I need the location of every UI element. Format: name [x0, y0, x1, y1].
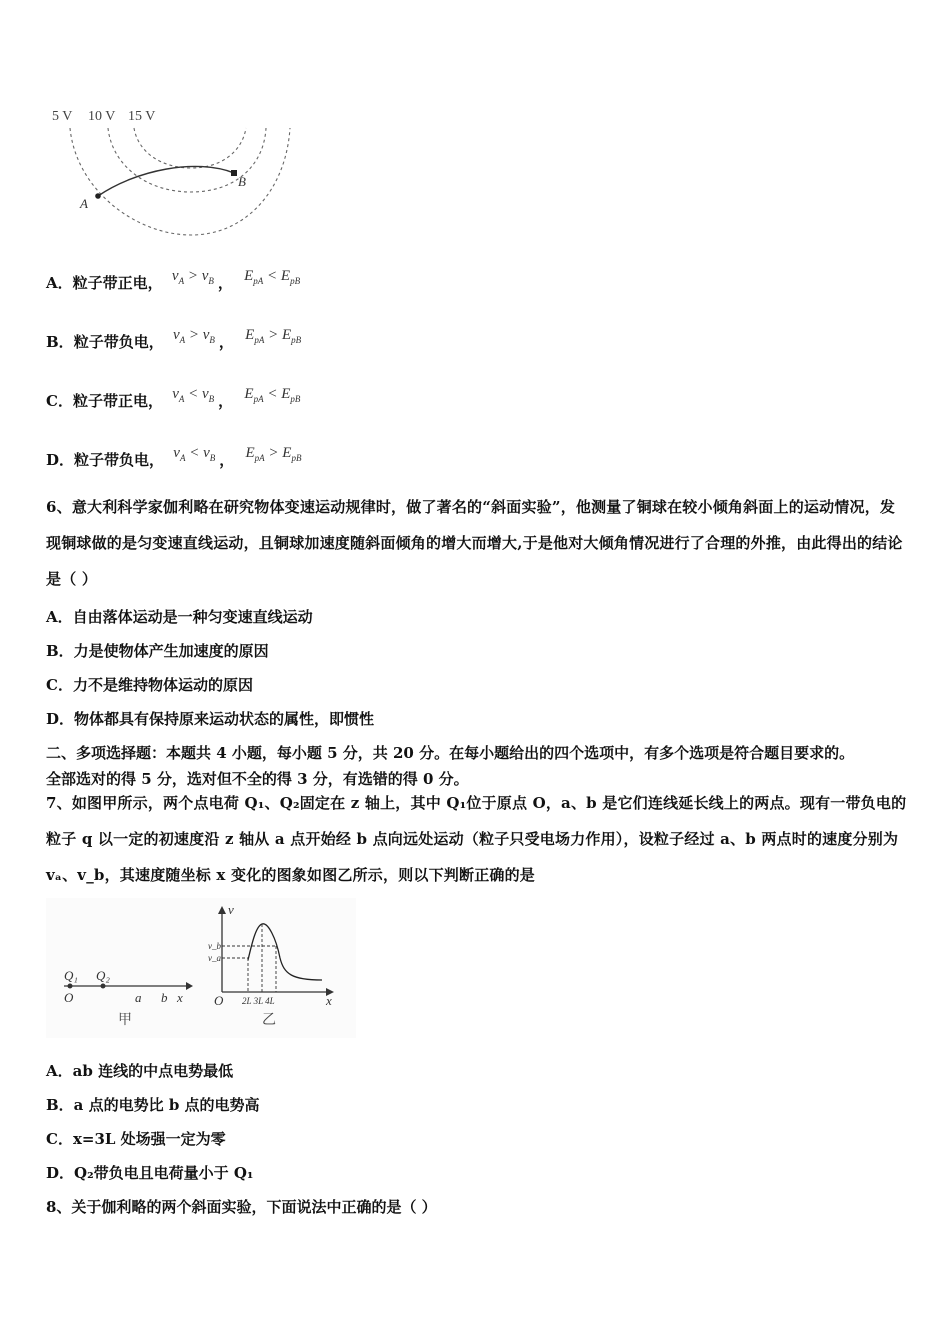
yi-va-label: v_a [208, 953, 221, 963]
velocity-relation: $v_A < v_B$ [172, 386, 215, 404]
jia-a-label: a [135, 990, 142, 1005]
voltage-label-10v: 10 V [88, 109, 116, 124]
option-letter: C． [46, 392, 73, 410]
q5-option-c[interactable]: C．粒子带正电， $v_A < v_B$ ， $E_{pA} < E_{pB}$ [46, 386, 301, 410]
yi-tick-labels: 2L 3L 4L [242, 996, 275, 1006]
q7-option-c[interactable]: C．x=3L 处场强一定为零 [46, 1130, 226, 1148]
jia-b-label: b [161, 990, 168, 1005]
energy-relation: $E_{pA} > E_{pB}$ [245, 445, 302, 463]
yi-origin-label: O [214, 993, 224, 1008]
jia-caption: 甲 [118, 1013, 132, 1028]
point-a-label: A [80, 196, 88, 211]
q6-option-b[interactable]: B．力是使物体产生加速度的原因 [46, 642, 269, 660]
jia-x-label: x [177, 990, 183, 1005]
velocity-relation: $v_A < v_B$ [173, 445, 216, 463]
figure-background [46, 898, 356, 1038]
yi-vb-label: v_b [208, 941, 221, 951]
yi-caption: 乙 [262, 1013, 276, 1028]
jia-q2-dot [101, 984, 106, 989]
option-text: 粒子带负电， [73, 333, 164, 351]
option-letter: B． [46, 333, 74, 351]
section2-heading-line1: 二、多项选择题：本题共 4 小题，每小题 5 分，共 20 分。在每小题给出的四个选项中，有多个选项是符合题目要求的。 [46, 744, 855, 762]
jia-q2-label: Q₂ [96, 968, 110, 983]
q7-stem: 7、如图甲所示，两个点电荷 Q₁、Q₂固定在 z 轴上，其中 Q₁位于原点 O，a、b 是它们连线延长线上的两点。现有一带负电的粒子 q 以一定的初速度沿 z 轴从 a 点开始经 b 点向远处运动（粒子只受电场力作用），设粒子经过 a、b 两点时的速度分别为 vₐ、v_b，其速度随坐标 x 变化的图象如图乙所示，则以下判断正确的是 [46, 794, 907, 884]
option-text: 粒子带正电， [72, 274, 163, 292]
q7-option-b[interactable]: B．a 点的电势比 b 点的电势高 [46, 1096, 260, 1114]
q5-option-a[interactable]: A．粒子带正电， $v_A > v_B$ ， $E_{pA} < E_{pB}$ [46, 268, 301, 292]
q7-option-d[interactable]: D．Q₂带负电且电荷量小于 Q₁ [46, 1164, 254, 1182]
q7-figure [46, 898, 356, 1038]
point-b-dot [231, 170, 237, 176]
voltage-label-5v: 5 V [52, 109, 73, 124]
yi-x-label: x [326, 993, 332, 1008]
velocity-relation: $v_A > v_B$ [172, 327, 215, 345]
voltage-label-15v: 15 V [128, 109, 156, 124]
jia-q1-dot [68, 984, 73, 989]
q5-option-b[interactable]: B．粒子带负电， $v_A > v_B$ ， $E_{pA} > E_{pB}$ [46, 327, 302, 351]
energy-relation: $E_{pA} > E_{pB}$ [245, 327, 302, 345]
q7-option-a[interactable]: A．ab 连线的中点电势最低 [46, 1062, 234, 1080]
velocity-relation: $v_A > v_B$ [171, 268, 214, 286]
equipotential-arc-inner [134, 128, 246, 168]
q5-option-d[interactable]: D．粒子带负电， $v_A < v_B$ ， $E_{pA} > E_{pB}$ [46, 445, 302, 469]
q6-option-d[interactable]: D．物体都具有保持原来运动状态的属性，即惯性 [46, 710, 375, 728]
option-letter: D． [46, 451, 75, 469]
option-letter: A． [46, 274, 73, 292]
q6-option-c[interactable]: C．力不是维持物体运动的原因 [46, 676, 253, 694]
equipotential-figure [46, 100, 306, 245]
energy-relation: $E_{pA} < E_{pB}$ [244, 268, 301, 286]
option-text: 粒子带负电， [74, 451, 165, 469]
equipotential-arc-outer [70, 128, 290, 235]
q6-option-a[interactable]: A．自由落体运动是一种匀变速直线运动 [46, 608, 313, 626]
jia-q1-label: Q₁ [64, 968, 78, 983]
jia-origin-label: O [64, 990, 74, 1005]
particle-trajectory [98, 166, 234, 196]
option-text: 粒子带正电， [72, 392, 163, 410]
q8-stem: 8、关于伽利略的两个斜面实验，下面说法中正确的是（ ） [46, 1198, 437, 1216]
energy-relation: $E_{pA} < E_{pB}$ [244, 386, 301, 404]
point-a-dot [95, 193, 101, 199]
yi-v-label: v [228, 902, 234, 917]
section2-heading-line2: 全部选对的得 5 分，选对但不全的得 3 分，有选错的得 0 分。 [46, 770, 469, 788]
point-b-label: B [238, 174, 246, 189]
q6-stem: 6、意大利科学家伽利略在研究物体变速运动规律时，做了著名的“斜面实验”，他测量了铜球在较小倾角斜面上的运动情况，发现铜球做的是匀变速直线运动，且铜球加速度随斜面倾角的增大而增大,于是他对大倾角情况进行了合理的外推，由此得出的结论是（ ） [46, 498, 903, 588]
